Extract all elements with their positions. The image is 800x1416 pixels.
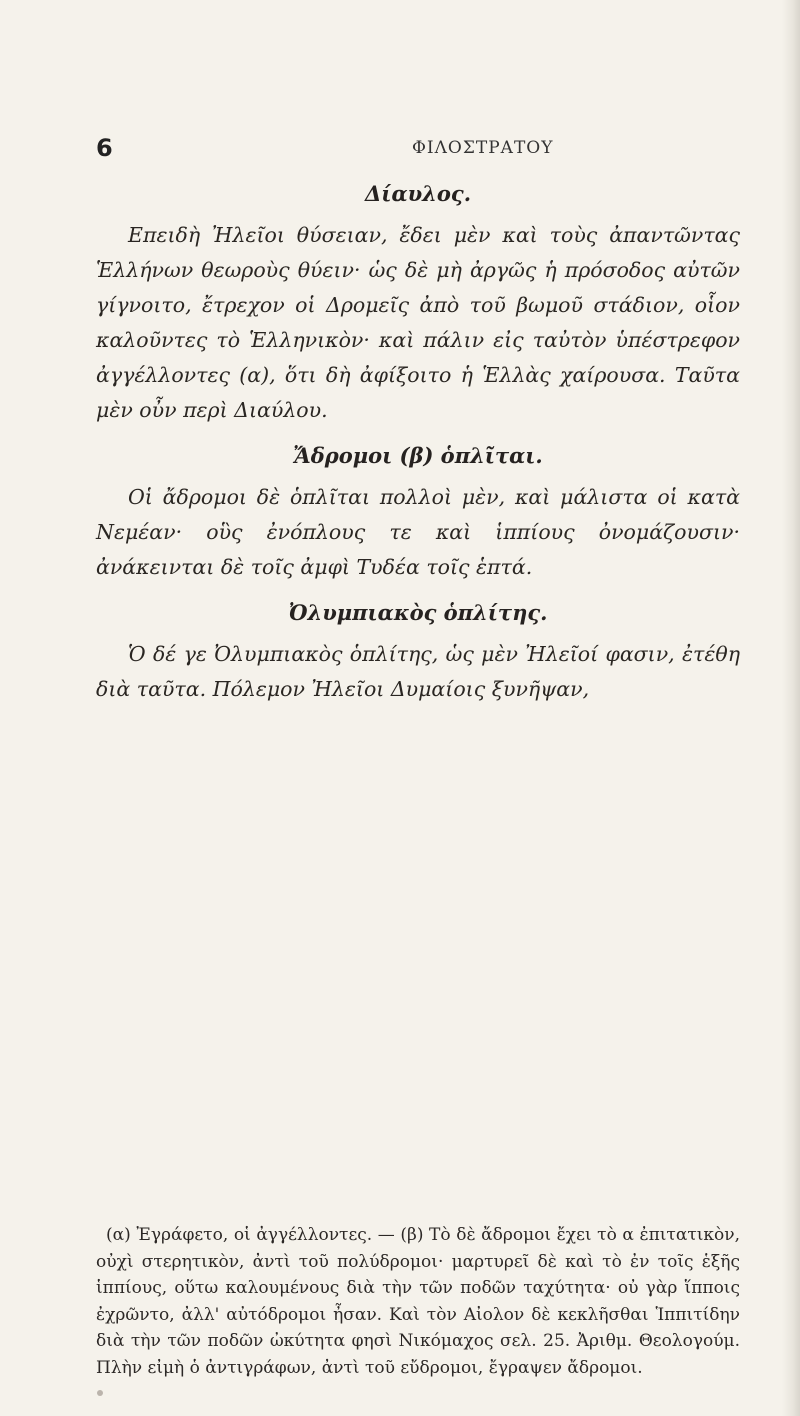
page-header	[96, 134, 740, 164]
paragraph-diaulos: Επειδὴ Ἠλεῖοι θύσειαν, ἔδει μὲν καὶ τοὺς ἀπαντῶντας Ἑλλήνων θεωροὺς θύειν· ὡς δὲ μὴ ἀργῶς ἡ πρόσοδος αὐτῶν γίγνοιτο, ἔτρεχον οἱ Δρομεῖς ἀπὸ τοῦ βωμοῦ στάδιον, οἷον καλοῦντες τὸ Ἑλληνικὸν· καὶ πάλιν εἰς ταὐτὸν ὑπέστρεφον ἀγγέλλοντες (α), ὅτι δὴ ἀφίξοιτο ἡ Ἑλλὰς χαίρουσα. Ταῦτα μὲν οὖν περὶ Διαύλου.	[96, 223, 740, 422]
section-heading-olympiakos: Ὀλυμπιακὸς ὁπλίτης.	[288, 600, 548, 625]
running-title: ΦΙΛΟΣΤΡΑΤΟΥ	[412, 138, 554, 158]
section-heading-diaulos: Δίαυλος.	[364, 181, 471, 206]
main-text	[96, 180, 740, 707]
footnote-text: (α) Ἐγράφετο, οἱ ἀγγέλλοντες. — (β) Τὸ δὲ ἄδρομοι ἔχει τὸ α ἐπιτατικὸν, οὐχὶ στερητικὸν, ἀντὶ τοῦ πολύδρομοι· μαρτυρεῖ δὲ καὶ τὸ ἐν τοῖς ἑξῆς ἱππίους, οὕτω καλουμένους διὰ τὴν τῶν ποδῶν ταχύτητα· οὐ γὰρ ἵπποις ἐχρῶντο, ἀλλ' αὐτόδρομοι ἦσαν. Καὶ τὸν Αἰολον δὲ κεκλῆσθαι Ἱππιτίδην διὰ τὴν τῶν ποδῶν ὠκύτητα φησὶ Νικόμαχος σελ. 25. Ἀριθμ. Θεολογούμ. Πλὴν εἰμὴ ὁ ἀντιγράφων, ἀντὶ τοῦ εὔδρομοι, ἔγραψεν ἄδρομοι.	[96, 1225, 740, 1378]
paragraph-adromoi: Οἱ ἄδρομοι δὲ ὁπλῖται πολλοὶ μὲν, καὶ μάλιστα οἱ κατὰ Νεμέαν· οὓς ἐνόπλους τε καὶ ἱππίους ὀνομάζουσιν· ἀνάκεινται δὲ τοῖς ἀμφὶ Τυδέα τοῖς ἑπτά.	[96, 485, 740, 579]
page-number: 6	[96, 134, 113, 162]
section-heading-adromoi: Ἄδρομοι (β) ὁπλῖται.	[293, 443, 543, 468]
ink-dot-mark	[97, 1390, 103, 1396]
paragraph-olympiakos: Ὁ δέ γε Ὀλυμπιακὸς ὁπλίτης, ὡς μὲν Ἠλεῖοί φασιν, ἐτέθη διὰ ταῦτα. Πόλεμον Ἠλεῖοι Δυμαίοις ξυνῆψαν,	[96, 642, 740, 701]
footnotes	[96, 1222, 740, 1381]
page-edge-shadow	[782, 0, 800, 1416]
